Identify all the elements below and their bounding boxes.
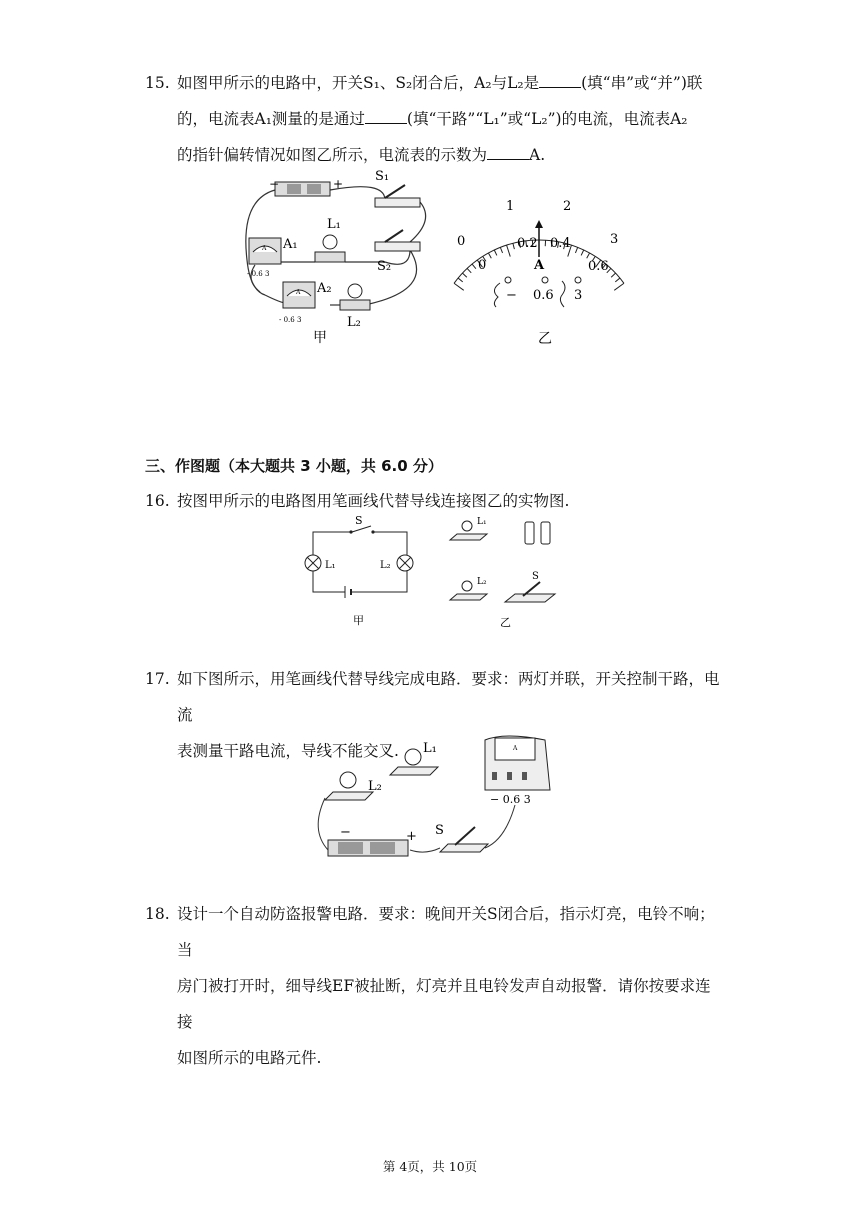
answer-blank-2[interactable]: [365, 109, 407, 124]
s1-label: S₁: [375, 169, 390, 184]
terminal-minus-label: −: [506, 288, 517, 303]
switch-s-label: S: [355, 514, 363, 527]
dial-tick: [615, 278, 620, 282]
switch-s-label: S: [532, 571, 539, 582]
lamp-l2-icon: [397, 555, 413, 571]
switch-s-label: S: [435, 823, 444, 838]
l2-label: L₂: [380, 560, 391, 571]
dial-tick: [575, 247, 577, 253]
question-text: 如图甲所示的电路中，开关S₁、S₂闭合后，A₂与L₂是 (填“串”或“并”)联 的，电流表A₁测量的是通过 (填“干路”“L₁”或“L₂”)的电流，电流表A₂ 的指针偏转情况如图乙所示，电流表的示数为 A.: [177, 74, 703, 164]
dial-tick: [513, 243, 514, 249]
battery-icon: [275, 182, 330, 196]
battery-icon: [328, 840, 408, 856]
upper-scale-3: 3: [610, 232, 619, 247]
l2-label: L₂: [368, 779, 382, 794]
switch-icon: [505, 582, 555, 602]
battery-plus-label: +: [333, 177, 344, 191]
svg-text:A: A: [296, 289, 301, 296]
dial-tick: [611, 273, 615, 277]
answer-blank-1[interactable]: [539, 73, 581, 88]
dial-tick: [467, 268, 471, 272]
q15-ammeter-dial-figure: [450, 195, 630, 355]
q15-circuit-figure: [235, 170, 445, 350]
lamp-l1-icon: [305, 555, 321, 571]
battery-minus-label: −: [340, 825, 351, 840]
answer-blank-3[interactable]: [487, 145, 529, 160]
page-footer: 第 4页，共 10页: [382, 1159, 478, 1174]
dial-tick: [494, 250, 497, 255]
dial-tick: [587, 253, 590, 258]
section-heading: 三、作图题（本大题共 3 小题，共 6.0 分）: [145, 457, 443, 475]
svg-text:A: A: [513, 745, 518, 752]
terminal-0.6-label: 0.6: [533, 288, 554, 303]
question-15: [145, 65, 725, 173]
l1-label: L₁: [325, 560, 336, 571]
dial-tick: [458, 278, 463, 282]
l1-label: L₁: [423, 741, 437, 756]
figure-caption-yi: 乙: [500, 616, 511, 629]
s2-label: S₂: [377, 259, 392, 274]
figure-caption-jia: 甲: [353, 614, 364, 627]
upper-scale-1: 1: [506, 199, 515, 214]
dial-tick: [488, 253, 491, 258]
switch-icon: [440, 827, 488, 852]
l1-label: L₁: [327, 217, 341, 232]
ammeter-a2-icon: [283, 282, 315, 308]
question-number: 16.: [145, 492, 170, 510]
lamp-l2-icon: [340, 284, 370, 310]
question-number: 18.: [145, 905, 170, 923]
a2-terminals: - 0.6 3: [279, 316, 302, 324]
battery-icon: [525, 522, 550, 544]
l2-label: L₂: [347, 315, 361, 330]
a1-terminals: - 0.6 3: [247, 270, 270, 278]
lamp-l2-icon: [325, 772, 373, 800]
battery-plus-label: +: [406, 829, 417, 844]
lower-scale-3: 0.6: [588, 259, 609, 274]
unit-label: A: [534, 258, 545, 273]
upper-scale-0: 0: [457, 234, 466, 249]
wire-icon: [560, 281, 565, 307]
dial-tick: [581, 250, 584, 255]
question-17: 17. 如下图所示，用笔画线代替导线完成电路．要求：两灯并联，开关控制干路，电流 表测量干路电流，导线不能交叉.: [145, 661, 725, 769]
switch-s2-icon: [375, 230, 420, 251]
lower-scale-0: 0: [478, 258, 487, 273]
q16-schematic-figure: [295, 514, 425, 630]
battery-minus-label: −: [269, 177, 280, 191]
terminal-3-icon: [575, 277, 581, 283]
figure-caption-jia: 甲: [313, 330, 327, 346]
svg-text:A: A: [262, 245, 267, 252]
q17-components-figure: [310, 730, 550, 870]
dial-tick: [472, 264, 476, 269]
question-number: 15.: [145, 74, 170, 92]
terminal-3-label: 3: [574, 288, 583, 303]
dial-tick: [500, 247, 502, 253]
lamp-l1-icon: [315, 235, 345, 262]
switch-s1-icon: [375, 185, 420, 207]
terminal-minus-icon: [505, 277, 511, 283]
dial-tick: [614, 283, 624, 290]
ammeter-a1-icon: [249, 238, 281, 264]
upper-scale-2: 2: [563, 199, 572, 214]
ammeter-terminals: − 0.6 3: [490, 793, 531, 806]
l2-label: L₂: [477, 577, 487, 587]
lower-scale-1: 0.2: [517, 236, 538, 251]
wire-icon: [494, 283, 500, 307]
question-number: 17.: [145, 670, 170, 688]
lower-scale-2: 0.4: [550, 236, 571, 251]
q16-components-figure: [445, 512, 575, 632]
a1-label: A₁: [283, 237, 298, 252]
ammeter-icon: [485, 736, 550, 790]
a2-label: A₂: [317, 281, 332, 296]
l1-label: L₁: [477, 517, 487, 527]
dial-tick: [454, 283, 464, 290]
question-16: 16. 按图甲所示的电路图用笔画线代替导线连接图乙的实物图.: [145, 483, 725, 519]
terminal-0.6-icon: [542, 277, 548, 283]
dial-tick: [462, 273, 466, 277]
question-18: 18. 设计一个自动防盗报警电路．要求：晚间开关S闭合后，指示灯亮，电铃不响；当 房门被打开时，细导线EF被扯断，灯亮并且电铃发声自动报警．请你按要求连接 如图所示的电路元件.: [145, 896, 725, 1076]
figure-caption-yi: 乙: [538, 331, 552, 347]
dial-tick: [507, 245, 511, 256]
